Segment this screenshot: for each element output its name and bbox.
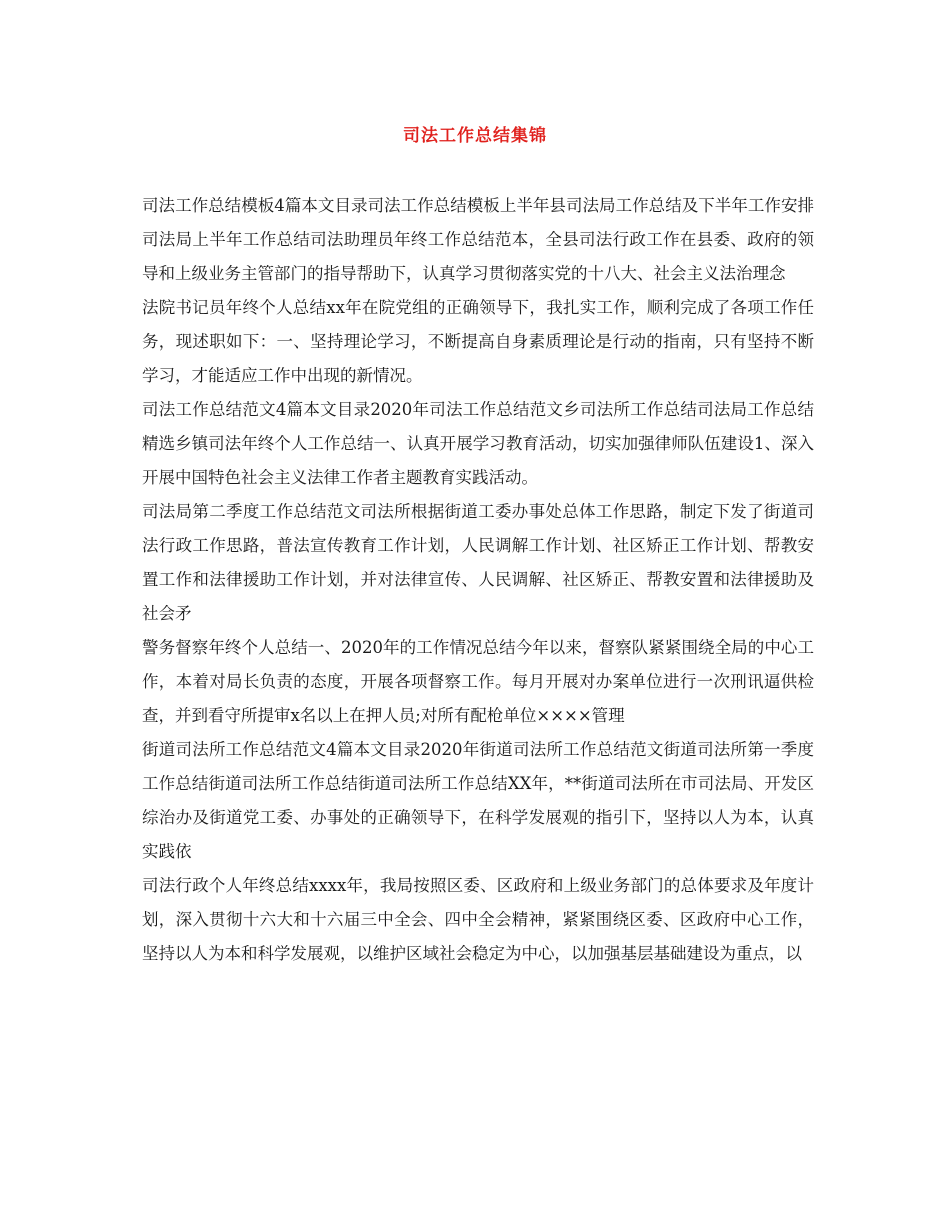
paragraph-7: 司法行政个人年终总结xxxx年，我局按照区委、区政府和上级业务部门的总体要求及年度计划，深入贯彻十六大和十六届三中全会、四中全会精神，紧紧围绕区委、区政府中心工作，坚持以人为本和科学发展观，以维护区域社会稳定为中心，以加强基层基础建设为重点，以 [142,876,814,963]
paragraph-5: 警务督察年终个人总结一、2020年的工作情况总结今年以来，督察队紧紧围绕全局的中心工作，本着对局长负责的态度，开展各项督察工作。每月开展对办案单位进行一次刑讯逼供检查，并到看守所提审x名以上在押人员;对所有配枪单位××××管理 [142,638,814,725]
paragraph-6: 街道司法所工作总结范文4篇本文目录2020年街道司法所工作总结范文街道司法所第一季度工作总结街道司法所工作总结街道司法所工作总结XX年，**街道司法所在市司法局、开发区综治办及街道党工委、办事处的正确领导下，在科学发展观的指引下，坚持以人为本，认真实践依 [142,740,814,861]
paragraph-2: 法院书记员年终个人总结xx年在院党组的正确领导下，我扎实工作，顺利完成了各项工作任务，现述职如下：一、坚持理论学习，不断提高自身素质理论是行动的指南，只有坚持不断学习，才能适应工作中出现的新情况。 [142,298,814,385]
document-body [142,189,814,971]
paragraph-1: 司法工作总结模板4篇本文目录司法工作总结模板上半年县司法局工作总结及下半年工作安排司法局上半年工作总结司法助理员年终工作总结范本，全县司法行政工作在县委、政府的领导和上级业务主管部门的指导帮助下，认真学习贯彻落实党的十八大、社会主义法治理念 [142,196,814,283]
paragraph-4: 司法局第二季度工作总结范文司法所根据街道工委办事处总体工作思路，制定下发了街道司法行政工作思路，普法宣传教育工作计划，人民调解工作计划、社区矫正工作计划、帮教安置工作和法律援助工作计划，并对法律宣传、人民调解、社区矫正、帮教安置和法律援助及社会矛 [142,502,814,623]
document-title: 司法工作总结集锦 [403,126,547,146]
paragraph-3: 司法工作总结范文4篇本文目录2020年司法工作总结范文乡司法所工作总结司法局工作总结精选乡镇司法年终个人工作总结一、认真开展学习教育活动，切实加强律师队伍建设1、深入开展中国特色社会主义法律工作者主题教育实践活动。 [142,400,814,487]
